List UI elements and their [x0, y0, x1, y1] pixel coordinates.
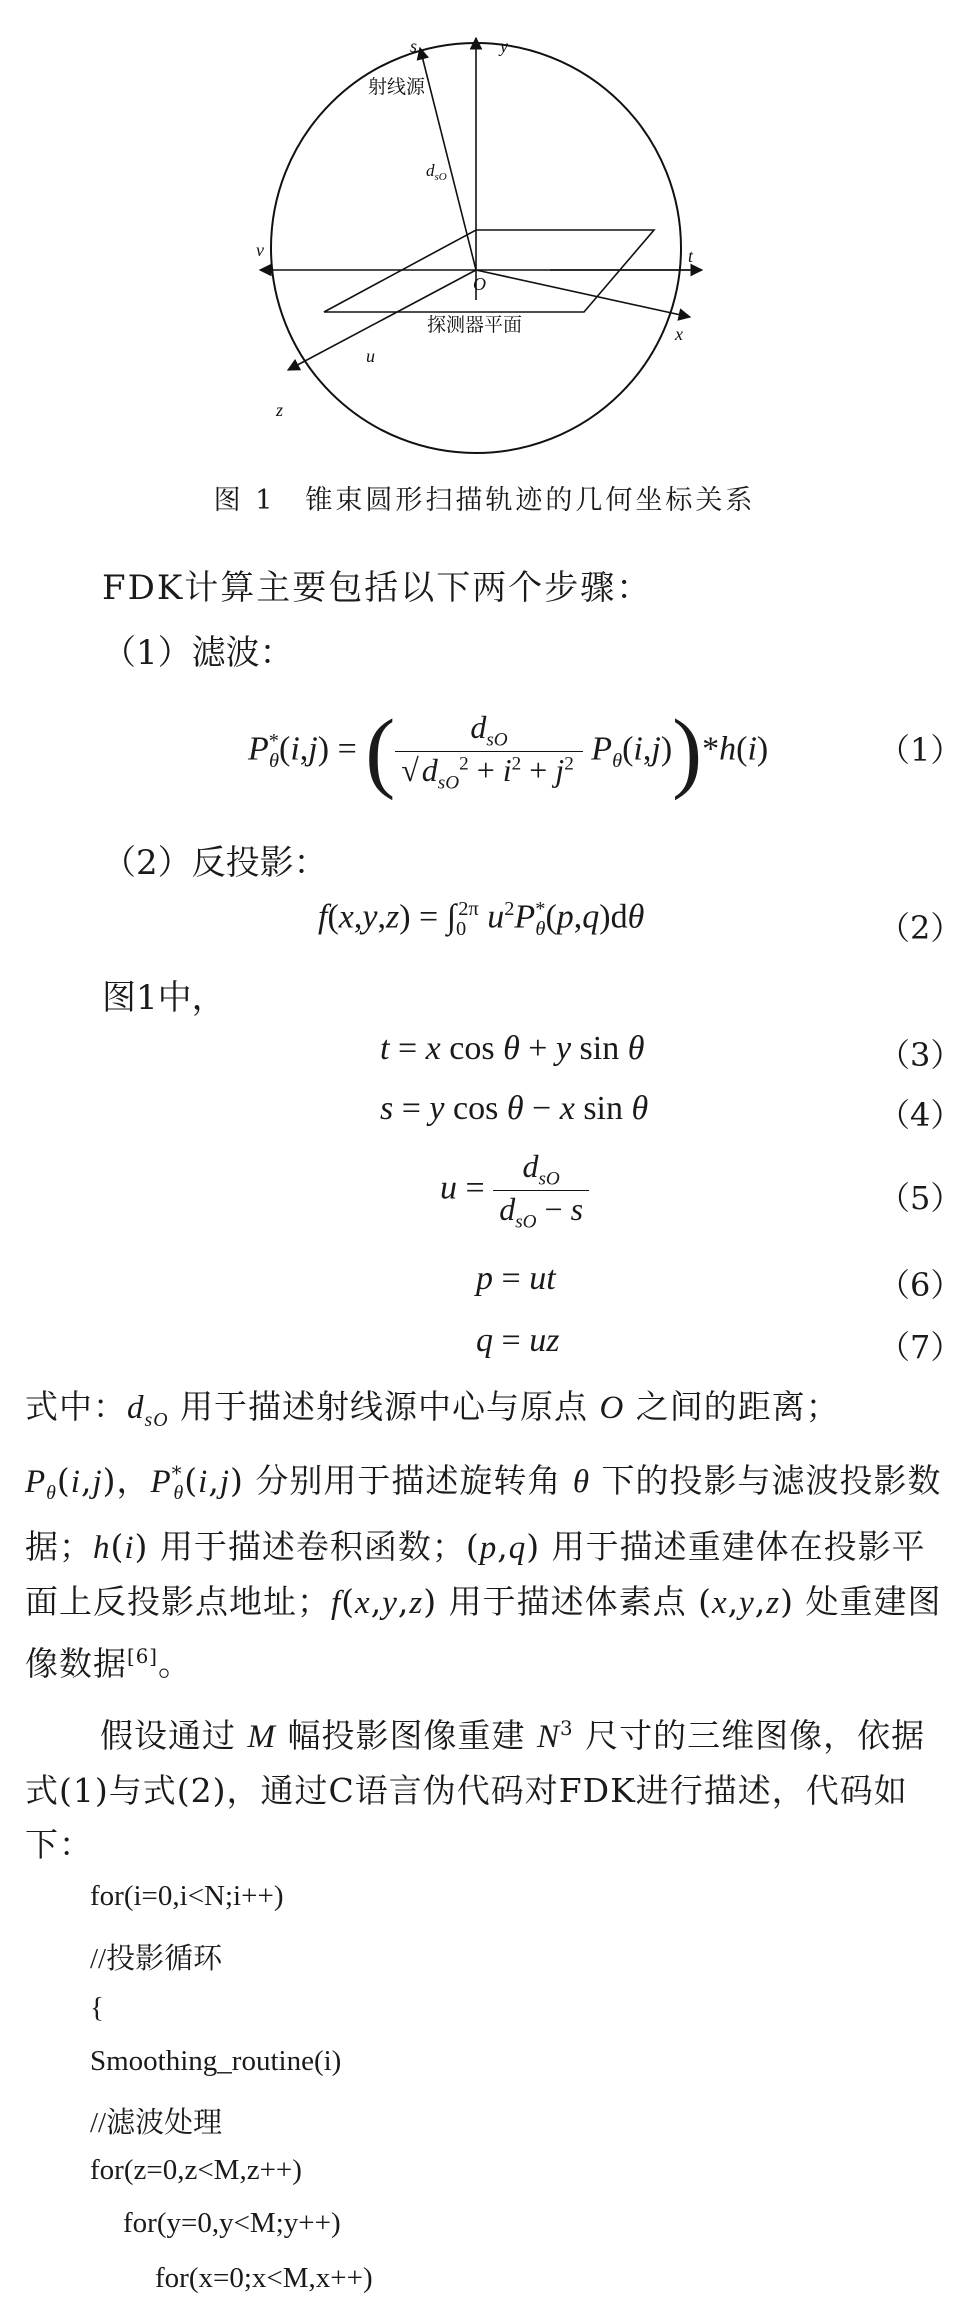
label-z: z — [276, 400, 284, 420]
label-s: s — [410, 36, 418, 56]
equation-7-number: （7） — [878, 1328, 963, 1366]
equation-5-number: （5） — [878, 1179, 963, 1217]
equation-5: u = $\frac{d_{sO}}{d_{sO} - s}$ — [440, 1148, 589, 1234]
label-dso: $d_{sO}$ — [426, 161, 447, 183]
equation-4-number: （4） — [878, 1096, 963, 1134]
detector-plane — [324, 230, 654, 312]
step1-label: （1）滤波： — [102, 633, 294, 673]
equation-7: q = uz — [476, 1322, 560, 1359]
equation-3: t = x cos θ + y sin θ — [380, 1030, 645, 1067]
s-axis — [420, 48, 476, 270]
equation-1: $P^*_\theta(i,j)$ = ( $\frac{d_{sO}}{√d_{sO}^2 + i^2 + j^2}$ $P_\theta(i,j))*h(i)$ — [248, 702, 769, 801]
label-source: 射线源 — [368, 77, 426, 98]
code-line: { — [90, 1992, 104, 2024]
label-t: t — [688, 246, 694, 266]
label-detector: 探测器平面 — [427, 315, 523, 336]
equation-6-number: （6） — [878, 1266, 963, 1304]
code-line: for(y=0,y<M;y++) — [123, 2207, 341, 2239]
x-axis — [476, 270, 690, 317]
fig1-reference: 图1中， — [102, 978, 226, 1018]
code-line: for(i=0,i<N;i++) — [90, 1880, 284, 1912]
label-u: u — [366, 346, 375, 366]
label-v: v — [256, 240, 264, 260]
label-origin: O — [473, 274, 486, 294]
equation-2-number: （2） — [878, 909, 963, 947]
equation-1-number: （1） — [878, 731, 963, 769]
pseudocode-intro-paragraph: 假设通过 M 幅投影图像重建 $N^3$ 尺寸的三维图像，依据式(1)与式(2)，通过C语言伪代码对FDK进行描述，代码如下： — [25, 1716, 926, 1864]
equation-3-number: （3） — [878, 1036, 963, 1074]
label-x: x — [675, 324, 683, 344]
variable-definitions-paragraph: 式中：$d_{sO}$ 用于描述射线源中心与原点 O 之间的距离； $P_\theta(i,j)$，$P^*_\theta(i,j)$ 分别用于描述旋转角 θ 下的投影与滤波投影数据；h(i) 用于描述卷积函数；(p,q) 用于描述重建体在投影平面上反投影点地址；f(x,y,z) 用于描述体素点 (x,y,z) 处重建图像数据[6]。 — [25, 1387, 942, 1684]
label-y: y — [500, 36, 508, 56]
intro-text: FDK计算主要包括以下两个步骤： — [102, 568, 653, 608]
equation-6: p = ut — [476, 1260, 556, 1297]
code-line: Smoothing_routine(i) — [90, 2045, 342, 2077]
figure-caption: 图 1 锥束圆形扫描轨迹的几何坐标关系 — [213, 485, 756, 516]
step2-label: （2）反投影： — [102, 843, 328, 883]
code-comment: //投影循环 — [90, 1943, 223, 1975]
equation-4: s = y cos θ − x sin θ — [380, 1090, 649, 1127]
code-line: for(x=0;x<M,x++) — [155, 2262, 373, 2294]
code-comment: //滤波处理 — [90, 2107, 223, 2139]
code-line: for(z=0,z<M,z++) — [90, 2154, 302, 2186]
equation-2: $f(x,y,z) = \int_0^{2\pi}$ $u^2P^*_\theta(p,q)d\theta$ — [318, 898, 645, 941]
cone-beam-geometry-figure — [250, 30, 720, 460]
